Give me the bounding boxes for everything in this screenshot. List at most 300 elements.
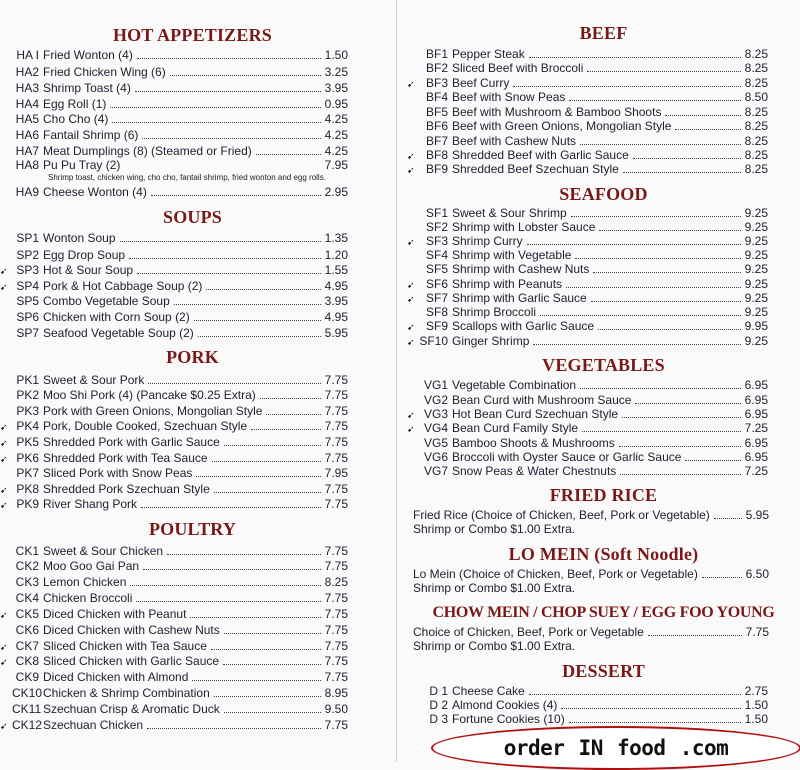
item-price: 0.95 <box>324 97 348 111</box>
item-price: 9.95 <box>744 319 768 333</box>
item-name: Chicken Broccoli <box>43 591 133 605</box>
leader-dots <box>533 333 740 345</box>
item-name: Cheese Wonton (4) <box>43 185 147 199</box>
item-price: 7.75 <box>324 654 348 668</box>
section-title-lo-mein: LO MEIN (Soft Noodle) <box>508 544 699 564</box>
chow-mein-description[interactable] <box>413 624 769 654</box>
section-title-dessert: DESSERT <box>562 661 645 681</box>
item-name: Pepper Steak <box>452 47 525 61</box>
item-name: Shrimp Broccoli <box>452 305 537 319</box>
menu-item[interactable] <box>407 147 768 162</box>
item-code: PK6 <box>16 451 39 465</box>
section-title-soups: SOUPS <box>162 207 223 227</box>
menu-item[interactable] <box>407 219 768 234</box>
item-code: CK3 <box>15 575 39 589</box>
menu-item[interactable] <box>407 420 768 435</box>
menu-item[interactable] <box>407 318 768 333</box>
menu-item[interactable] <box>407 463 768 478</box>
leader-dots <box>561 697 740 709</box>
item-name: Sweet & Sour Chicken <box>43 544 164 558</box>
menu-item[interactable] <box>407 247 768 262</box>
spicy-pepper-icon: ➹ <box>407 424 415 434</box>
menu-item[interactable] <box>407 233 768 248</box>
item-price: 7.95 <box>324 466 348 480</box>
leader-dots <box>112 111 320 123</box>
leader-dots <box>620 463 740 475</box>
item-name: Beef with Mushroom & Bamboo Shoots <box>452 105 662 119</box>
item-name: Bean Curd with Mushroom Sauce <box>452 393 632 407</box>
item-name: Shrimp with Vegetable <box>452 248 572 262</box>
section-title-vegetables: VEGETABLES <box>542 355 665 375</box>
spicy-pepper-icon: ➹ <box>0 610 8 620</box>
item-name: Fortune Cookies (10) <box>452 712 565 726</box>
item-name: Shrimp with Peanuts <box>452 277 563 291</box>
item-price: 7.75 <box>324 639 348 653</box>
menu-item[interactable] <box>0 543 348 558</box>
item-code: VG3 <box>423 407 448 421</box>
item-code: BF5 <box>425 105 448 119</box>
item-code: CK6 <box>15 623 39 637</box>
item-code: PK8 <box>16 482 39 496</box>
item-price: 2.75 <box>744 684 768 698</box>
menu-item[interactable] <box>0 47 348 62</box>
menu-item[interactable] <box>407 104 768 119</box>
item-price: 7.75 <box>324 559 348 573</box>
leader-dots <box>575 247 740 259</box>
item-name: Sliced Chicken with Garlic Sauce <box>43 654 220 668</box>
pu-pu-tray-note: Shrimp toast, chicken wing, cho cho, fantail shrimp, fried wonton and egg rolls. <box>48 173 326 182</box>
menu-item[interactable] <box>0 184 348 199</box>
menu-item[interactable] <box>0 606 348 621</box>
leader-dots <box>196 465 320 477</box>
item-price: 7.75 <box>324 482 348 496</box>
menu-item[interactable] <box>0 622 348 637</box>
item-name: Shredded Beef with Garlic Sauce <box>452 148 629 162</box>
item-price: 9.25 <box>744 334 768 348</box>
item-name: Ginger Shrimp <box>452 334 530 348</box>
item-price: 4.25 <box>324 144 348 158</box>
leader-dots <box>266 403 320 415</box>
item-name: Sliced Beef with Broccoli <box>452 61 584 75</box>
item-code: D 3 <box>429 712 448 726</box>
spicy-pepper-icon: ➹ <box>0 422 8 432</box>
menu-item[interactable] <box>0 325 348 340</box>
item-code: CK9 <box>15 670 39 684</box>
menu-item[interactable] <box>0 309 348 324</box>
leader-dots <box>569 89 740 101</box>
menu-item[interactable] <box>407 46 768 61</box>
item-code: SF3 <box>425 234 448 248</box>
menu-item[interactable] <box>407 697 768 712</box>
item-price: 5.95 <box>324 326 348 340</box>
item-name: Shrimp Curry <box>452 234 523 248</box>
leader-dots <box>582 420 741 432</box>
item-code: BF2 <box>425 61 448 75</box>
item-price: 8.25 <box>744 162 768 176</box>
item-price: 8.25 <box>744 119 768 133</box>
item-code: PK9 <box>16 497 39 511</box>
leader-dots <box>147 717 321 729</box>
item-name: Diced Chicken with Peanut <box>43 607 187 621</box>
item-name: Egg Drop Soup <box>43 248 126 262</box>
item-price: 7.75 <box>324 419 348 433</box>
item-price: 7.75 <box>324 388 348 402</box>
menu-item[interactable] <box>407 392 768 407</box>
spicy-pepper-icon: ➹ <box>407 237 415 247</box>
menu-item[interactable] <box>407 333 768 348</box>
menu-item[interactable] <box>407 161 768 176</box>
menu-item[interactable] <box>0 717 348 732</box>
menu-item[interactable] <box>407 304 768 319</box>
fried-rice-price: 5.95 <box>745 508 769 522</box>
item-price: 7.75 <box>324 718 348 732</box>
menu-item[interactable] <box>407 133 768 148</box>
item-name: Seafood Vegetable Soup (2) <box>43 326 194 340</box>
item-code: HA4 <box>15 97 39 111</box>
item-price: 7.75 <box>324 373 348 387</box>
leader-dots <box>540 304 741 316</box>
item-code: HA9 <box>15 185 39 199</box>
menu-item[interactable] <box>0 434 348 449</box>
item-code: SP5 <box>16 294 39 308</box>
menu-item[interactable] <box>0 143 348 158</box>
leader-dots <box>206 278 320 290</box>
leader-dots <box>251 418 321 430</box>
menu-item[interactable] <box>407 261 768 276</box>
item-code: CK2 <box>15 559 39 573</box>
item-price: 3.25 <box>324 65 348 79</box>
item-price: 6.95 <box>744 407 768 421</box>
item-code: HA5 <box>15 112 39 126</box>
item-name: Fried Chicken Wing (6) <box>43 65 166 79</box>
item-code: CK5 <box>15 607 39 621</box>
item-name: Lemon Chicken <box>43 575 127 589</box>
item-name: Diced Chicken with Cashew Nuts <box>43 623 220 637</box>
item-price: 1.50 <box>324 48 348 62</box>
menu-item[interactable] <box>0 158 348 173</box>
item-price: 4.25 <box>324 112 348 126</box>
lo-mein-line2: Shrimp or Combo $1.00 Extra. <box>413 581 576 595</box>
leader-dots <box>675 118 740 130</box>
menu-item[interactable] <box>0 496 348 511</box>
chow-mein-price: 7.75 <box>745 625 769 639</box>
chow-mein-line1: Choice of Chicken, Beef, Pork or Vegetable <box>413 625 644 639</box>
leader-dots <box>529 683 741 695</box>
item-price: 1.35 <box>324 231 348 245</box>
leader-dots <box>635 392 740 404</box>
menu-item[interactable] <box>407 205 768 220</box>
menu-item[interactable] <box>0 80 348 95</box>
leader-dots <box>198 325 321 337</box>
logo-text: order IN food .com <box>503 736 729 760</box>
item-name: Moo Goo Gai Pan <box>43 559 140 573</box>
item-name: Shrimp Toast (4) <box>43 81 131 95</box>
item-name: Shrimp with Garlic Sauce <box>452 291 587 305</box>
leader-dots <box>192 669 320 681</box>
spicy-pepper-icon: ➹ <box>407 280 415 290</box>
spicy-pepper-icon: ➹ <box>0 454 8 464</box>
item-price: 9.25 <box>744 277 768 291</box>
menu-item[interactable] <box>407 435 768 450</box>
menu-item[interactable] <box>407 683 768 698</box>
section-title-pork: PORK <box>166 347 219 367</box>
leader-dots <box>513 75 740 87</box>
item-code: BF8 <box>425 148 448 162</box>
menu-item[interactable] <box>0 262 348 277</box>
item-name: Wonton Soup <box>43 231 116 245</box>
item-name: Beef with Green Onions, Mongolian Style <box>452 119 672 133</box>
item-price: 7.75 <box>324 670 348 684</box>
menu-item[interactable] <box>407 276 768 291</box>
menu-item[interactable] <box>0 230 348 245</box>
item-name: Sliced Pork with Snow Peas <box>43 466 193 480</box>
item-name: Shrimp with Lobster Sauce <box>452 220 596 234</box>
leader-dots <box>151 184 321 196</box>
item-price: 3.95 <box>324 294 348 308</box>
spicy-pepper-icon: ➹ <box>407 294 415 304</box>
item-price: 1.55 <box>324 263 348 277</box>
item-name: Sweet & Sour Pork <box>43 373 145 387</box>
spicy-pepper-icon: ➹ <box>407 165 415 175</box>
item-name: Chicken & Shrimp Combination <box>43 686 210 700</box>
leader-dots <box>110 96 320 108</box>
item-code: VG7 <box>423 464 448 478</box>
item-name: Shredded Pork Szechuan Style <box>43 482 210 496</box>
menu-item[interactable] <box>0 293 348 308</box>
leader-dots <box>223 653 321 665</box>
item-name: Beef with Cashew Nuts <box>452 134 577 148</box>
item-code: PK4 <box>16 419 39 433</box>
menu-item[interactable] <box>0 558 348 573</box>
menu-item[interactable] <box>407 60 768 75</box>
item-code: SF4 <box>425 248 448 262</box>
section-title-fried-rice: FRIED RICE <box>549 485 658 505</box>
leader-dots <box>599 219 740 231</box>
menu-item[interactable] <box>0 64 348 79</box>
item-name: Pork & Hot Cabbage Soup (2) <box>43 279 203 293</box>
leader-dots <box>648 624 742 636</box>
item-price: 2.95 <box>324 185 348 199</box>
section-title-poultry: POULTRY <box>148 519 237 539</box>
item-price: 8.25 <box>744 76 768 90</box>
section-title-hot-appetizers: HOT APPETIZERS <box>112 25 273 45</box>
item-price: 4.25 <box>324 128 348 142</box>
item-price: 6.95 <box>744 436 768 450</box>
item-name: Bean Curd Family Style <box>452 421 579 435</box>
menu-item[interactable] <box>407 449 768 464</box>
menu-item[interactable] <box>0 653 348 668</box>
item-price: 1.50 <box>744 712 768 726</box>
leader-dots <box>622 406 741 418</box>
leader-dots <box>211 638 321 650</box>
menu-item[interactable] <box>0 278 348 293</box>
menu-item[interactable] <box>0 590 348 605</box>
leader-dots <box>170 64 321 76</box>
item-name: Sliced Chicken with Tea Sauce <box>43 639 207 653</box>
item-price: 1.50 <box>744 698 768 712</box>
item-name: Szechuan Crisp & Aromatic Duck <box>43 702 220 716</box>
item-code: SF7 <box>425 291 448 305</box>
lo-mein-description[interactable] <box>413 566 769 596</box>
item-code: VG4 <box>423 421 448 435</box>
leader-dots <box>224 434 321 446</box>
item-price: 8.25 <box>744 61 768 75</box>
item-name: Beef with Snow Peas <box>452 90 566 104</box>
item-code: HA7 <box>15 144 39 158</box>
leader-dots <box>527 233 741 245</box>
leader-dots <box>593 261 740 273</box>
item-price: 9.50 <box>324 702 348 716</box>
menu-item[interactable] <box>407 89 768 104</box>
spicy-pepper-icon: ➹ <box>0 657 8 667</box>
item-code: SF10 <box>419 334 448 348</box>
item-price: 4.95 <box>324 310 348 324</box>
leader-dots <box>142 127 320 139</box>
item-price: 7.75 <box>324 404 348 418</box>
item-code: CK8 <box>15 654 39 668</box>
item-name: Diced Chicken with Almond <box>43 670 189 684</box>
item-code: BF3 <box>425 76 448 90</box>
item-name: Chicken with Corn Soup (2) <box>43 310 190 324</box>
menu-item[interactable] <box>0 481 348 496</box>
item-name: Shredded Pork with Garlic Sauce <box>43 435 220 449</box>
menu-item[interactable] <box>0 387 348 402</box>
item-name: Sweet & Sour Shrimp <box>452 206 567 220</box>
item-code: SF9 <box>425 319 448 333</box>
item-code: SF8 <box>425 305 448 319</box>
leader-dots <box>591 290 741 302</box>
item-code: CK4 <box>15 591 39 605</box>
item-code: SP1 <box>16 231 39 245</box>
item-code: VG5 <box>423 436 448 450</box>
leader-dots <box>224 701 321 713</box>
item-name: Snow Peas & Water Chestnuts <box>452 464 617 478</box>
item-code: HA8 <box>15 158 39 172</box>
menu-item[interactable] <box>0 96 348 111</box>
menu-item[interactable] <box>407 406 768 421</box>
leader-dots <box>137 47 321 59</box>
section-title-beef: BEEF <box>579 23 628 43</box>
leader-dots <box>137 262 321 274</box>
leader-dots <box>190 606 320 618</box>
item-code: PK1 <box>16 373 39 387</box>
item-price: 6.95 <box>744 378 768 392</box>
leader-dots <box>130 574 320 586</box>
item-code: CK1 <box>15 544 39 558</box>
lo-mein-price: 6.50 <box>745 567 769 581</box>
item-price: 7.25 <box>744 464 768 478</box>
item-price: 4.95 <box>324 279 348 293</box>
leader-dots <box>129 247 321 259</box>
item-code: SP3 <box>16 263 39 277</box>
leader-dots <box>174 293 321 305</box>
menu-item[interactable] <box>407 290 768 305</box>
leader-dots <box>587 60 740 72</box>
item-price: 6.95 <box>744 450 768 464</box>
item-price: 8.50 <box>744 90 768 104</box>
menu-item[interactable] <box>0 574 348 589</box>
leader-dots <box>569 711 741 723</box>
fried-rice-line2: Shrimp or Combo $1.00 Extra. <box>413 522 576 536</box>
fried-rice-description[interactable] <box>413 507 769 537</box>
item-code: PK2 <box>16 388 39 402</box>
leader-dots <box>566 276 741 288</box>
item-name: Cheese Cake <box>452 684 525 698</box>
item-code: VG2 <box>423 393 448 407</box>
menu-item[interactable] <box>0 465 348 480</box>
section-title-chow-mein: CHOW MEIN / CHOP SUEY / EGG FOO YOUNG <box>432 604 775 621</box>
item-code: PK3 <box>16 404 39 418</box>
menu-item[interactable] <box>0 372 348 387</box>
spicy-pepper-icon: ➹ <box>0 642 8 652</box>
item-code: PK5 <box>16 435 39 449</box>
section-title-seafood: SEAFOOD <box>559 184 648 204</box>
item-name: Meat Dumplings (8) (Steamed or Fried) <box>43 144 252 158</box>
item-price: 9.25 <box>744 262 768 276</box>
leader-dots <box>685 449 740 461</box>
leader-dots <box>623 161 741 173</box>
menu-item[interactable] <box>0 403 348 418</box>
item-code: SP4 <box>16 279 39 293</box>
item-name: Shredded Pork with Tea Sauce <box>43 451 208 465</box>
item-code: SF6 <box>425 277 448 291</box>
item-code: CK7 <box>15 639 39 653</box>
menu-item[interactable] <box>0 701 348 716</box>
menu-item[interactable] <box>0 247 348 262</box>
item-name: Cho Cho (4) <box>43 112 109 126</box>
item-code: PK7 <box>16 466 39 480</box>
item-name: Egg Roll (1) <box>43 97 107 111</box>
item-code: HA3 <box>15 81 39 95</box>
item-price: 8.25 <box>324 575 348 589</box>
item-name: Shredded Beef Szechuan Style <box>452 162 619 176</box>
leader-dots <box>194 309 321 321</box>
leader-dots <box>120 230 321 242</box>
menu-item[interactable] <box>407 711 768 726</box>
menu-item[interactable] <box>0 685 348 700</box>
menu-item[interactable] <box>0 669 348 684</box>
menu-item[interactable] <box>407 118 768 133</box>
leader-dots <box>571 205 741 217</box>
item-name: Fried Wonton (4) <box>43 48 133 62</box>
leader-dots <box>702 566 742 578</box>
leader-dots <box>665 104 740 116</box>
orderinfood-logo[interactable] <box>431 726 800 770</box>
spicy-pepper-icon: ➹ <box>407 410 415 420</box>
item-code: SF2 <box>425 220 448 234</box>
leader-dots <box>148 372 320 384</box>
menu-item[interactable] <box>0 127 348 142</box>
item-name: Shrimp with Cashew Nuts <box>452 262 590 276</box>
item-code: SF5 <box>425 262 448 276</box>
item-code: BF9 <box>425 162 448 176</box>
menu-item[interactable] <box>0 111 348 126</box>
leader-dots <box>714 507 742 519</box>
menu-item[interactable] <box>0 638 348 653</box>
spicy-pepper-icon: ➹ <box>407 337 415 347</box>
item-price: 7.95 <box>324 158 348 172</box>
leader-dots <box>136 590 320 602</box>
item-price: 9.25 <box>744 248 768 262</box>
menu-item[interactable] <box>407 377 768 392</box>
item-code: BF7 <box>425 134 448 148</box>
menu-item[interactable] <box>0 418 348 433</box>
menu-item[interactable] <box>0 450 348 465</box>
item-price: 7.75 <box>324 591 348 605</box>
menu-item[interactable] <box>407 75 768 90</box>
spicy-pepper-icon: ➹ <box>0 282 8 292</box>
spicy-pepper-icon: ➹ <box>407 151 415 161</box>
